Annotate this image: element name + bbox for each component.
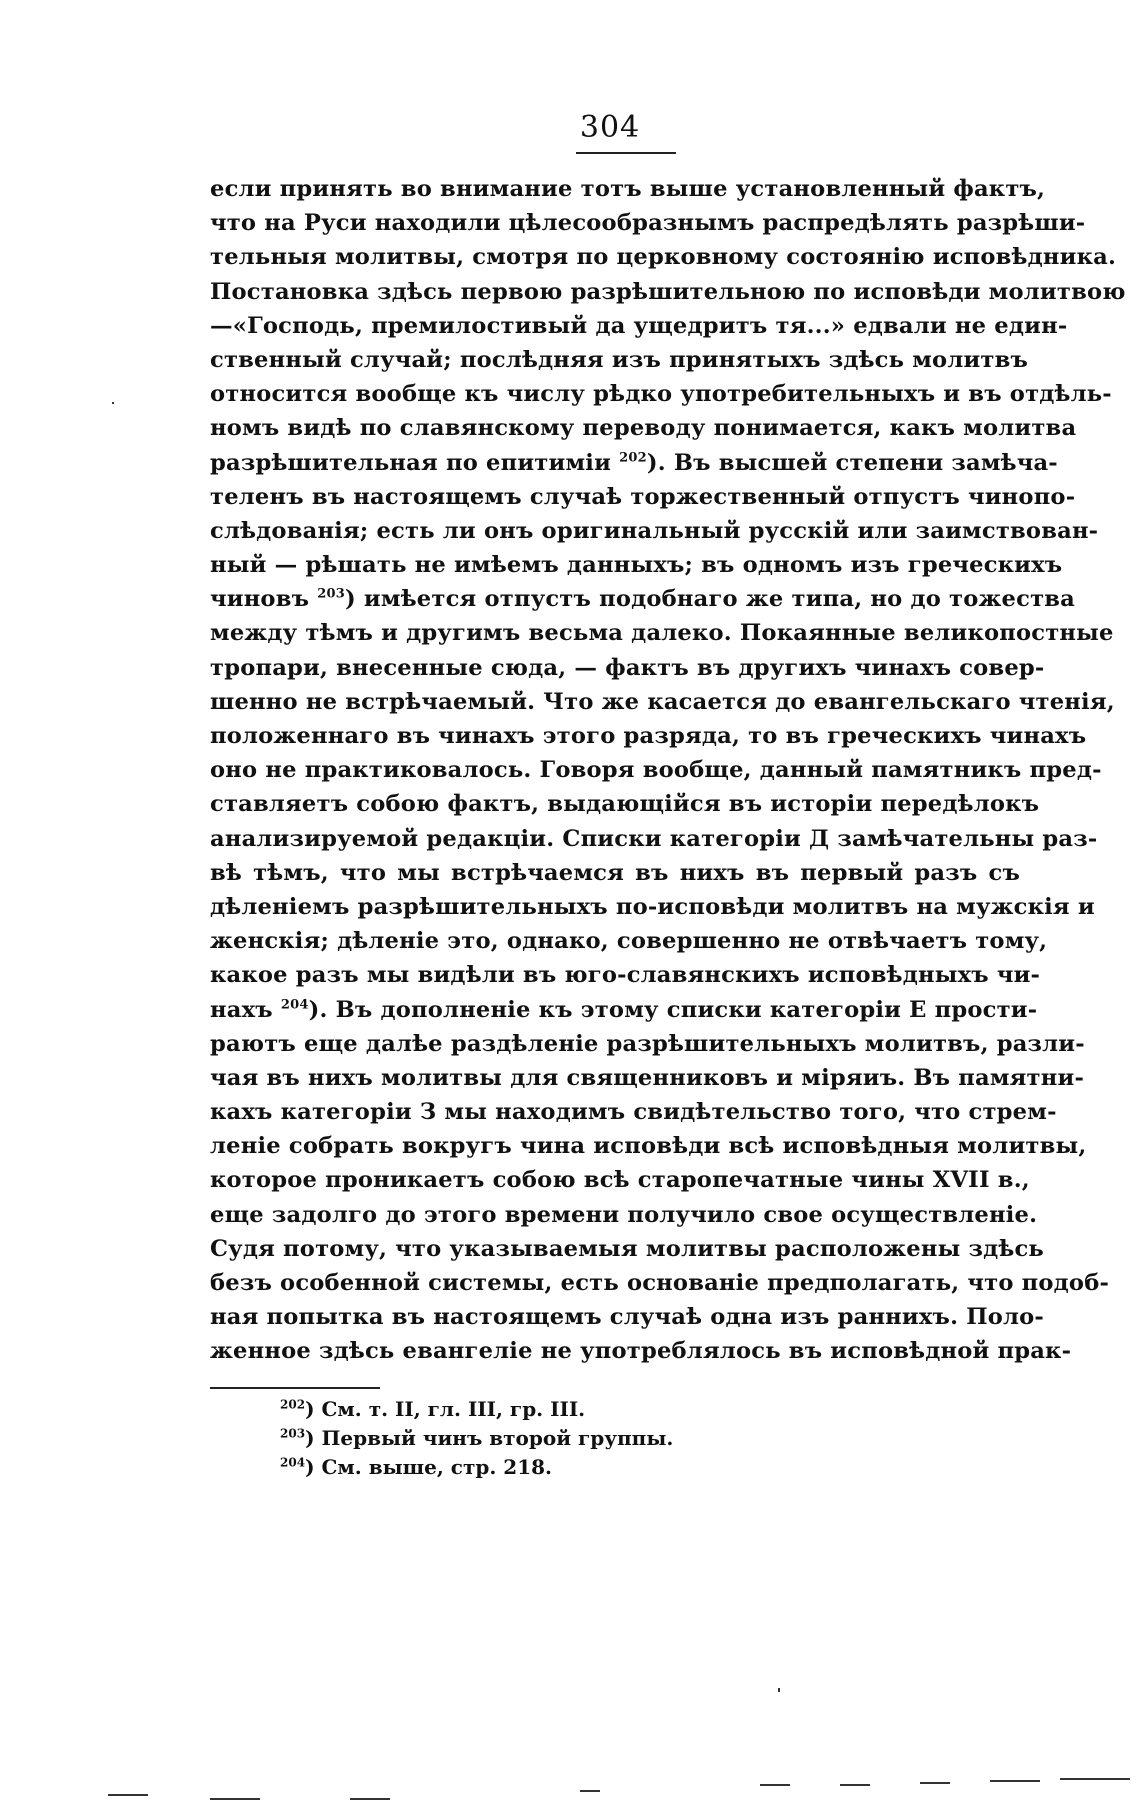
footnote-ref: 202 <box>619 449 647 465</box>
text-segment: нахъ <box>210 996 273 1023</box>
scan-artifact <box>112 402 114 404</box>
text-line-with-ref <box>210 446 1058 480</box>
text-line: Постановка здѣсь первою разрѣшительною по исповѣди молитвою <box>210 278 1126 305</box>
text-line: между тѣмъ и другимъ весьма далеко. Покаянные великопостные <box>210 620 1114 647</box>
text-line: что на Руси находили цѣлесообразнымъ распредѣлять разрѣши- <box>210 210 1086 237</box>
text-line: тельныя молитвы, смотря по церковному состоянію исповѣдника. <box>210 244 1117 271</box>
footnote <box>280 1453 880 1482</box>
text-segment: ) имѣется отпустъ подобнаго же типа, но до тожества <box>344 586 1076 613</box>
text-line: ставляетъ собою фактъ, выдающійся въ исторіи передѣлокъ <box>210 791 1040 818</box>
body-text <box>210 172 1126 1369</box>
footnote <box>280 1395 880 1424</box>
text-segment: ). Въ дополненіе къ этому списки категоріи Е прости- <box>308 996 1038 1023</box>
text-line: положеннаго въ чинахъ этого разряда, то въ греческихъ чинахъ <box>210 723 1087 749</box>
text-line: раютъ еще далѣе раздѣленіе разрѣшительныхъ молитвъ, разли- <box>210 1030 1085 1057</box>
text-line: слѣдованія; есть ли онъ оригинальный русскій или заимствован- <box>210 517 1099 544</box>
footnotes <box>280 1395 880 1482</box>
text-line: тропари, внесенные сюда, — фактъ въ другихъ чинахъ совер- <box>210 654 1045 681</box>
text-line: женскія; дѣленіе это, однако, совершенно не отвѣчаетъ тому, <box>210 928 1048 955</box>
page-number: 304 <box>579 110 641 145</box>
footnote-ref: 203 <box>317 586 345 602</box>
scan-artifact <box>1060 1778 1130 1780</box>
footnote-text: ) Первый чинъ второй группы. <box>305 1426 674 1450</box>
text-line-with-ref <box>210 993 1038 1027</box>
text-line: безъ особенной системы, есть основаніе предполагать, что подоб- <box>210 1270 1110 1296</box>
text-segment: ). Въ высшей степени замѣча- <box>646 449 1058 476</box>
scan-artifact <box>840 1784 870 1786</box>
text-line: оно не практиковалось. Говоря вообще, данный памятникъ пред- <box>210 757 1102 784</box>
text-line: ный — рѣшать не имѣемъ данныхъ; въ одномъ изъ греческихъ <box>210 552 1063 579</box>
text-line: Судя потому, что указываемыя молитвы расположены здѣсь <box>210 1235 1044 1262</box>
text-segment: разрѣшительная по епитиміи <box>210 449 612 476</box>
text-line: номъ видѣ по славянскому переводу понимается, какъ молитва <box>210 415 1077 442</box>
text-line: —«Господь, премилостивый да ущедритъ тя...» едвали не един- <box>210 312 1068 339</box>
text-line: леніе собрать вокругъ чина исповѣди всѣ исповѣдныя молитвы, <box>210 1133 1087 1160</box>
text-line: которое проникаетъ собою всѣ старопечатные чины XVII в., <box>210 1167 1030 1194</box>
text-line: теленъ въ настоящемъ случаѣ торжественный отпустъ чинопо- <box>210 483 1076 510</box>
scan-artifact <box>210 1798 260 1800</box>
scan-artifact <box>580 1790 600 1792</box>
text-line: какое разъ мы видѣли въ юго-славянскихъ исповѣдныхъ чи- <box>210 962 1041 989</box>
text-segment: чиновъ <box>210 586 310 613</box>
scan-artifact <box>920 1782 950 1784</box>
footnote-mark: 202 <box>280 1397 306 1412</box>
text-line: кахъ категоріи З мы находимъ свидѣтельство того, что стрем- <box>210 1099 1057 1126</box>
text-line: если принять во внимание тотъ выше установленный фактъ, <box>210 176 1046 202</box>
scan-artifact <box>760 1784 790 1786</box>
scan-artifact <box>778 1688 780 1692</box>
text-line: дѣленіемъ разрѣшительныхъ по-исповѣди молитвъ на мужскія и <box>210 893 1095 920</box>
footnote-ref: 204 <box>280 996 309 1012</box>
footnote-mark: 203 <box>280 1426 306 1441</box>
text-line: еще задолго до этого времени получило свое осуществленіе. <box>210 1201 1038 1228</box>
footnote-text: ) См. выше, стр. 218. <box>305 1455 552 1479</box>
scan-artifact <box>350 1798 390 1800</box>
text-line: анализируемой редакціи. Списки категоріи Д замѣчательны раз- <box>210 825 1098 852</box>
text-line: ная попытка въ настоящемъ случаѣ одна изъ раннихъ. Поло- <box>210 1304 1044 1331</box>
scan-artifact <box>108 1794 148 1796</box>
scan-artifact <box>990 1780 1040 1782</box>
text-line: ственный случай; послѣдняя изъ принятыхъ здѣсь молитвъ <box>210 346 1029 373</box>
footnote-mark: 204 <box>280 1455 306 1470</box>
text-line: женное здѣсь евангеліе не употреблялось въ исповѣдной прак- <box>210 1338 1072 1365</box>
footnote-separator <box>210 1387 380 1389</box>
footnote <box>280 1424 880 1453</box>
text-line: шенно не встрѣчаемый. Что же касается до евангельскаго чтенія, <box>210 688 1115 715</box>
text-line: вѣ тѣмъ, что мы встрѣчаемся въ нихъ въ первый разъ съ <box>210 859 1020 886</box>
footnote-text: ) См. т. II, гл. III, гр. III. <box>305 1397 586 1421</box>
text-line: относится вообще къ числу рѣдко употребительныхъ и въ отдѣль- <box>210 381 1112 408</box>
text-line-with-ref <box>210 582 1076 616</box>
page-number-rule <box>576 152 676 154</box>
text-line: чая въ нихъ молитвы для священниковъ и міряиъ. Въ памятни- <box>210 1064 1085 1091</box>
